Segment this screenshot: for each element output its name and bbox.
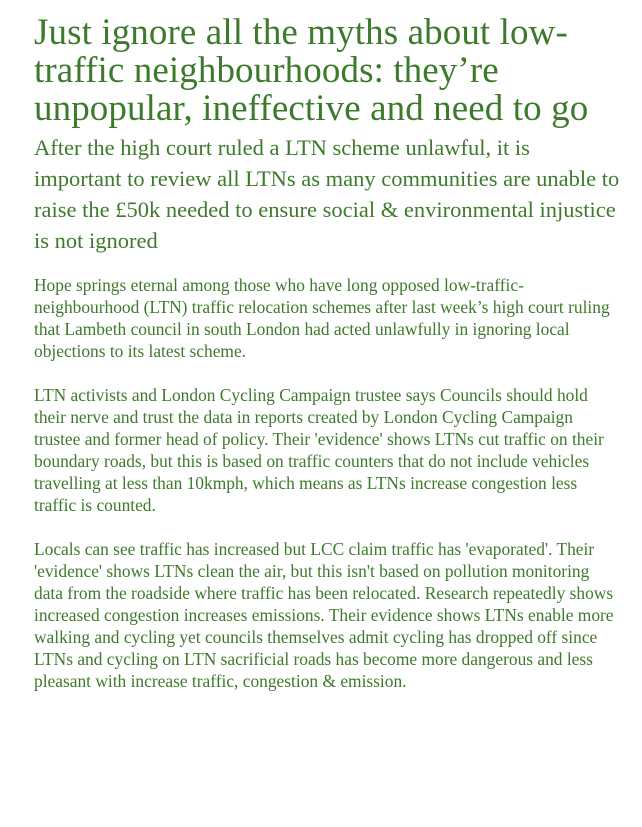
body-paragraph: Locals can see traffic has increased but LCC claim traffic has 'evaporated'. Their 'evidence' shows LTNs clean the air, but this isn't based on pollution monitoring data from the roadside where traffic has been relocated. Research repeatedly shows increased congestion increases emissions. Their evidence shows LTNs enable more walking and cycling yet councils themselves admit cycling has dropped off since LTNs and cycling on LTN sacrificial roads has become more dangerous and less pleasant with increase traffic, congestion & emission.: [34, 539, 614, 691]
standfirst: After the high court ruled a LTN scheme unlawful, it is important to review all LTNs as many communities are unable to raise the £50k needed to ensure social & environmental injustice is not ignored: [34, 135, 620, 253]
article-body: [34, 274, 620, 692]
article: [34, 14, 620, 714]
body-paragraph: Hope springs eternal among those who have long opposed low-traffic-neighbourhood (LTN) traffic relocation schemes after last week’s high court ruling that Lambeth council in south London had acted unlawfully in ignoring local objections to its latest scheme.: [34, 275, 610, 361]
headline: Just ignore all the myths about low-traffic neighbourhoods: they’re unpopular, ineffective and need to go: [34, 12, 589, 129]
body-paragraph: LTN activists and London Cycling Campaign trustee says Councils should hold their nerve and trust the data in reports created by London Cycling Campaign trustee and former head of policy. Their 'evidence' shows LTNs cut traffic on their boundary roads, but this is based on traffic counters that do not include vehicles travelling at less than 10kmph, which means as LTNs increase congestion less traffic is counted.: [34, 385, 604, 515]
